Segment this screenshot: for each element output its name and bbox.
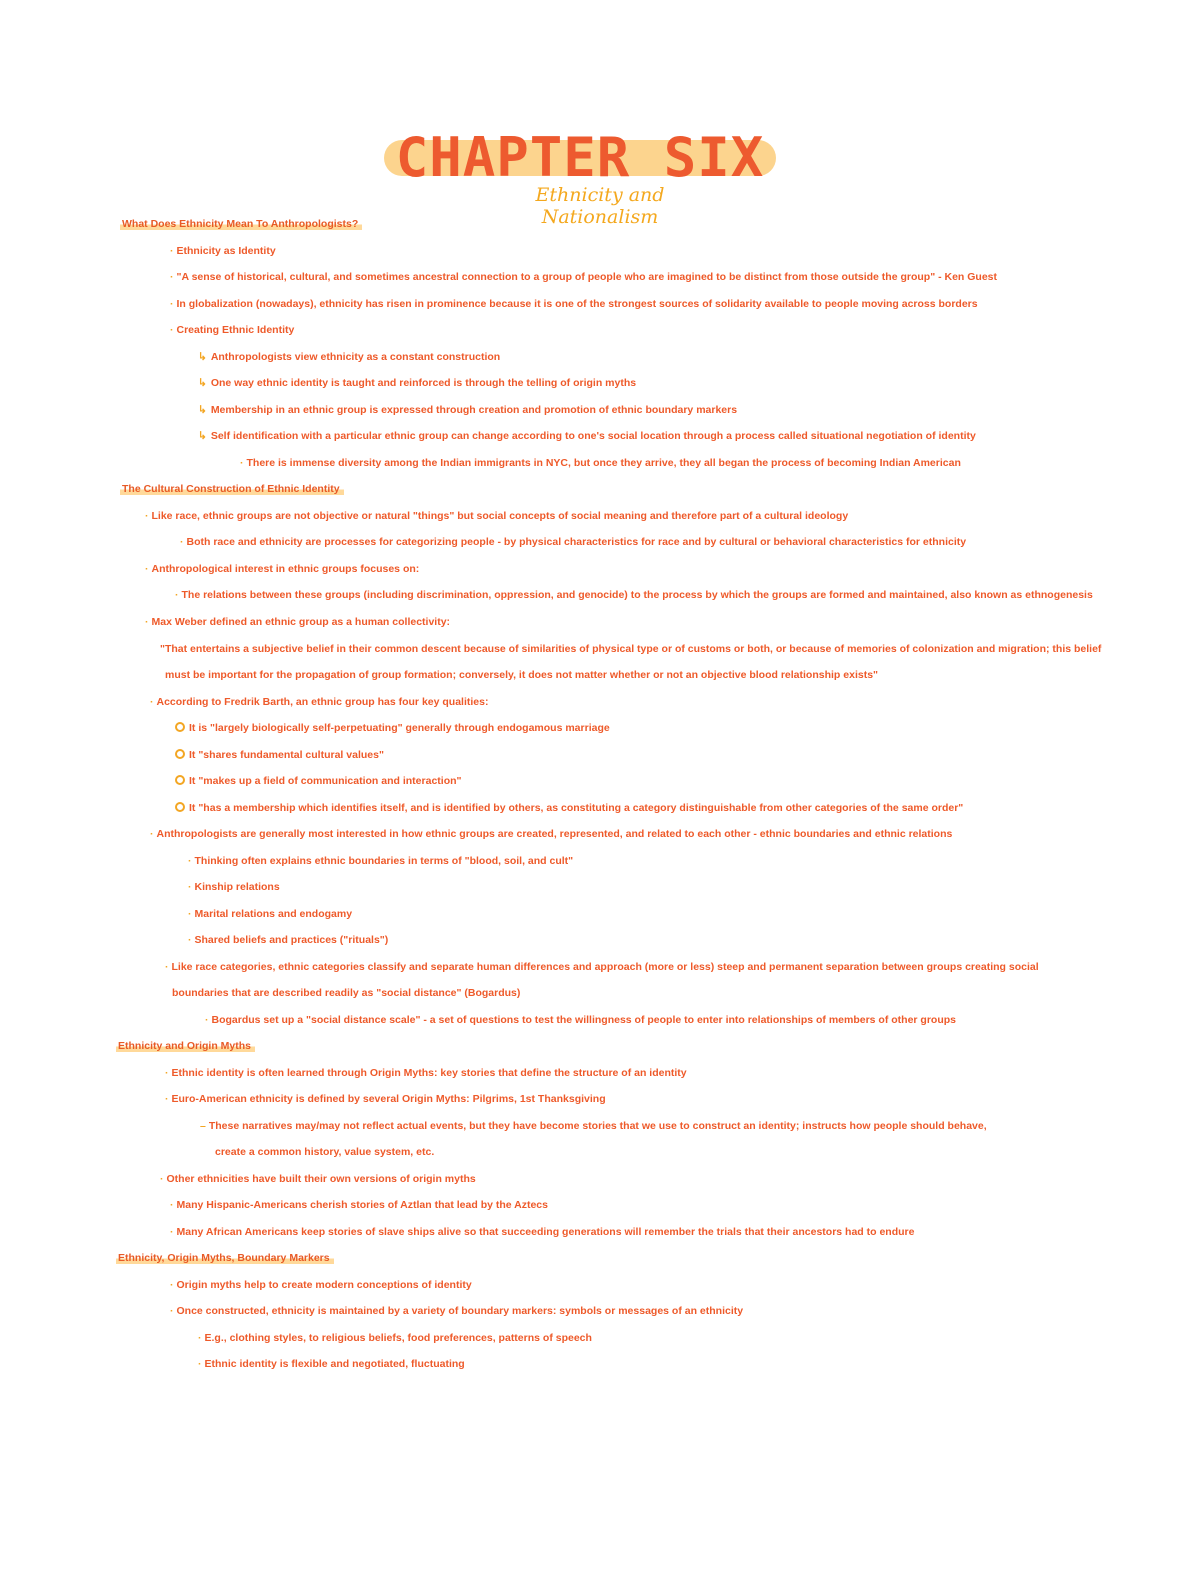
note-line: · Anthropological interest in ethnic groups focuses on: — [145, 563, 420, 575]
circle-bullet-icon — [175, 749, 185, 759]
page-title: CHAPTER SIX — [395, 126, 765, 189]
note-line: boundaries that are described readily as "social distance" (Bogardus) — [172, 987, 521, 999]
note-line: · Once constructed, ethnicity is maintained by a variety of boundary markers: symbols or messages of an ethnicity — [170, 1305, 744, 1317]
note-line: · There is immense diversity among the Indian immigrants in NYC, but once they arrive, they all began the process of becoming Indian American — [240, 457, 961, 469]
note-line: · Ethnic identity is often learned through Origin Myths: key stories that define the structure of an identity — [165, 1067, 687, 1079]
note-line: · Ethnicity as Identity — [170, 245, 276, 257]
circle-bullet-icon — [175, 802, 185, 812]
note-line: It "has a membership which identifies itself, and is identified by others, as constituting a category distinguishable from other categories of the same order" — [175, 801, 963, 815]
note-line: · Euro-American ethnicity is defined by several Origin Myths: Pilgrims, 1st Thanksgiving — [165, 1093, 606, 1105]
note-line: · Creating Ethnic Identity — [170, 324, 295, 336]
note-line: · Like race categories, ethnic categories classify and separate human differences and approach (more or less) steep and permanent separation between groups creating social — [165, 961, 1039, 973]
note-line: · Marital relations and endogamy — [188, 908, 353, 920]
note-line: · Max Weber defined an ethnic group as a human collectivity: — [145, 616, 451, 628]
note-line: · In globalization (nowadays), ethnicity has risen in prominence because it is one of the strongest sources of solidarity available to people moving across borders — [170, 298, 978, 310]
note-line: · "A sense of historical, cultural, and sometimes ancestral connection to a group of people who are imagined to be distinct from those outside the group" - Ken Guest — [170, 271, 998, 283]
note-line: It "makes up a field of communication and interaction" — [175, 774, 462, 788]
note-line: · Kinship relations — [188, 881, 280, 893]
note-line: · Other ethnicities have built their own versions of origin myths — [160, 1173, 476, 1185]
note-line: · According to Fredrik Barth, an ethnic group has four key qualities: — [150, 696, 489, 708]
note-line: It is "largely biologically self-perpetuating" generally through endogamous marriage — [175, 721, 610, 735]
note-line: · Ethnic identity is flexible and negotiated, fluctuating — [198, 1358, 465, 1370]
note-line: ↳ One way ethnic identity is taught and reinforced is through the telling of origin myths — [198, 377, 637, 389]
section-heading: What Does Ethnicity Mean To Anthropologists? — [120, 217, 362, 231]
note-line: · The relations between these groups (including discrimination, oppression, and genocide) to the process by which the groups are formed and maintained, also known as ethnogenesis — [175, 589, 1093, 601]
note-line: · Shared beliefs and practices ("rituals") — [188, 934, 389, 946]
note-line: · Origin myths help to create modern conceptions of identity — [170, 1279, 472, 1291]
note-line: · Thinking often explains ethnic boundaries in terms of "blood, soil, and cult" — [188, 855, 574, 867]
note-line: · Like race, ethnic groups are not objective or natural "things" but social concepts of social meaning and therefore part of a cultural ideology — [145, 510, 849, 522]
note-line: It "shares fundamental cultural values" — [175, 748, 384, 762]
note-line: · Both race and ethnicity are processes for categorizing people - by physical characteristics for race and by cultural or behavioral characteristics for ethnicity — [180, 536, 967, 548]
page-subtitle: Ethnicity and Nationalism — [535, 184, 665, 228]
note-line: · Many Hispanic-Americans cherish stories of Aztlan that lead by the Aztecs — [170, 1199, 548, 1211]
note-line: · Anthropologists are generally most interested in how ethnic groups are created, represented, and related to each other - ethnic boundaries and ethnic relations — [150, 828, 953, 840]
section-heading: Ethnicity, Origin Myths, Boundary Markers — [116, 1251, 334, 1265]
note-line: · E.g., clothing styles, to religious beliefs, food preferences, patterns of speech — [198, 1332, 592, 1344]
note-line: ↳ Anthropologists view ethnicity as a constant construction — [198, 351, 501, 363]
note-line: · Bogardus set up a "social distance scale" - a set of questions to test the willingness of people to enter into relationships of members of other groups — [205, 1014, 957, 1026]
note-line: must be important for the propagation of group formation; conversely, it does not matter whether or not an objective blood relationship exists" — [165, 669, 879, 681]
note-line: create a common history, value system, etc. — [215, 1146, 435, 1158]
circle-bullet-icon — [175, 722, 185, 732]
title-block — [380, 122, 780, 228]
note-line: ↳ Self identification with a particular ethnic group can change according to one's social location through a process called situational negotiation of identity — [198, 430, 976, 442]
note-line: ↳ Membership in an ethnic group is expressed through creation and promotion of ethnic boundary markers — [198, 404, 738, 416]
note-line: · Many African Americans keep stories of slave ships alive so that succeeding generations will remember the trials that their ancestors had to endure — [170, 1226, 915, 1238]
circle-bullet-icon — [175, 775, 185, 785]
section-heading: Ethnicity and Origin Myths — [116, 1039, 255, 1053]
note-line: – These narratives may/may not reflect actual events, but they have become stories that we use to construct an identity; instructs how people should behave, — [200, 1120, 987, 1132]
note-line: "That entertains a subjective belief in their common descent because of similarities of physical type or of customs or both, or because of memories of colonization and migration; this belief — [160, 643, 1102, 655]
section-heading: The Cultural Construction of Ethnic Identity — [120, 482, 344, 496]
